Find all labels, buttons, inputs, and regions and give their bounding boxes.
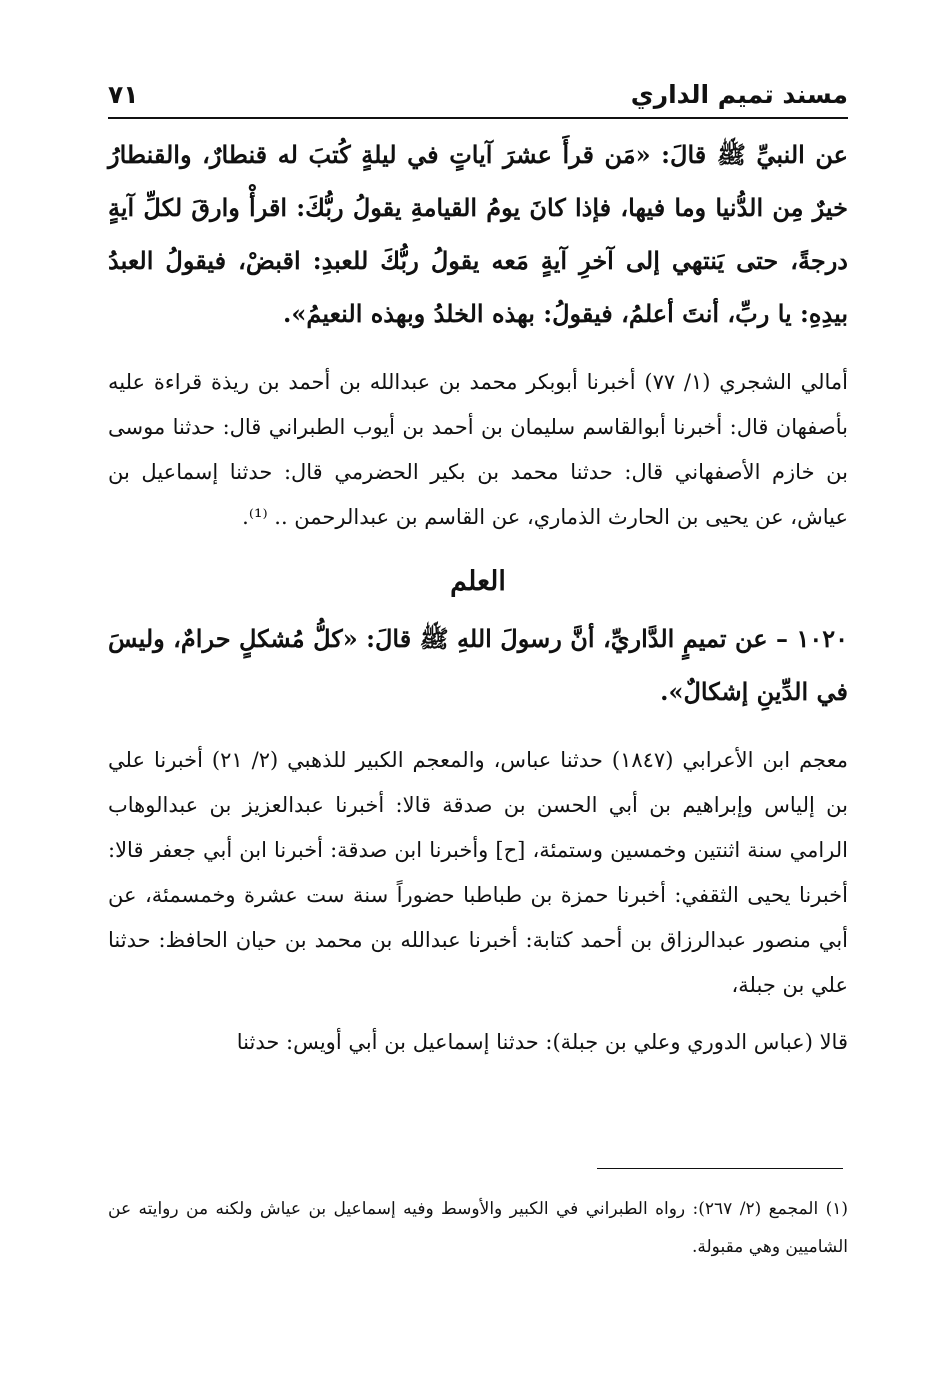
footnote-divider	[597, 1168, 843, 1169]
source-continuation: قالا (عباس الدوري وعلي بن جبلة): حدثنا إسماعيل بن أبي أويس: حدثنا	[236, 1030, 848, 1054]
page-number: ٧١	[108, 80, 139, 109]
section-heading: العلم	[450, 566, 506, 597]
source-paragraph: أمالي الشجري (١/ ٧٧) أخبرنا أبوبكر محمد بن عبدالله بن أحمد بن ريذة قراءة عليه بأصفهان قال: أخبرنا أبوالقاسم سليمان بن أحمد بن أيوب الطبراني قال: حدثنا موسى بن خازم الأصفهاني قال: حدثنا محمد بن بكير الحضرمي قال: حدثنا إسماعيل بن عياش، عن يحيى بن الحارث الذماري، عن القاسم بن عبدالرحمن .. ⁽¹⁾.	[108, 370, 848, 529]
footnote: (١) المجمع (٢/ ٢٦٧): رواه الطبراني في الكبير والأوسط وفيه إسماعيل بن عياش ولكنه من روايته عن الشاميين وهي مقبولة.	[108, 1199, 849, 1257]
source-paragraph: معجم ابن الأعرابي (١٨٤٧) حدثنا عباس، والمعجم الكبير للذهبي (٢/ ٢١) أخبرنا علي بن إلياس وإبراهيم بن أبي الحسن بن صدقة قالا: أخبرنا عبدالعزيز بن عبدالوهاب الرامي سنة اثنتين وخمسين وستمئة، [ح] وأخبرنا ابن صدقة: أخبرنا ابن أبي جعفر قالا: أخبرنا يحيى الثقفي: أخبرنا حمزة بن طباطبا حضوراً سنة ست عشرة وخمسمئة، عن أبي منصور عبدالرزاق بن أحمد كتابة: أخبرنا عبدالله بن محمد بن حيان الحافظ: حدثنا علي بن جبلة،	[108, 748, 848, 997]
header-divider	[108, 117, 848, 119]
hadith-text: عن النبيِّ ﷺ قالَ: «مَن قرأَ عشرَ آياتٍ في ليلةٍ كُتبَ له قنطارٌ، والقنطارُ خيرٌ مِن الدُّنيا وما فيها، فإذا كانَ يومُ القيامةِ يقولُ ربُّكَ: اقرأْ وارقَ لكلِّ آيةٍ درجةً، حتى يَنتهي إلى آخرِ آيةٍ مَعه يقولُ ربُّكَ للعبدِ: اقبضْ، فيقولُ العبدُ بيدِهِ: يا ربِّ، أنتَ أعلمُ، فيقولُ: بهذه الخلدُ وبهذه النعيمُ».	[108, 140, 848, 328]
page-header	[108, 68, 848, 112]
page-body	[108, 128, 848, 1065]
hadith-1020-text: ١٠٢٠ – عن تميمٍ الدَّاريِّ، أنَّ رسولَ اللهِ ﷺ قالَ: «كلُّ مُشكلٍ حرامٌ، وليسَ في الدِّينِ إشكالٌ».	[108, 624, 848, 706]
book-title: مسند تميم الداري	[630, 80, 848, 109]
